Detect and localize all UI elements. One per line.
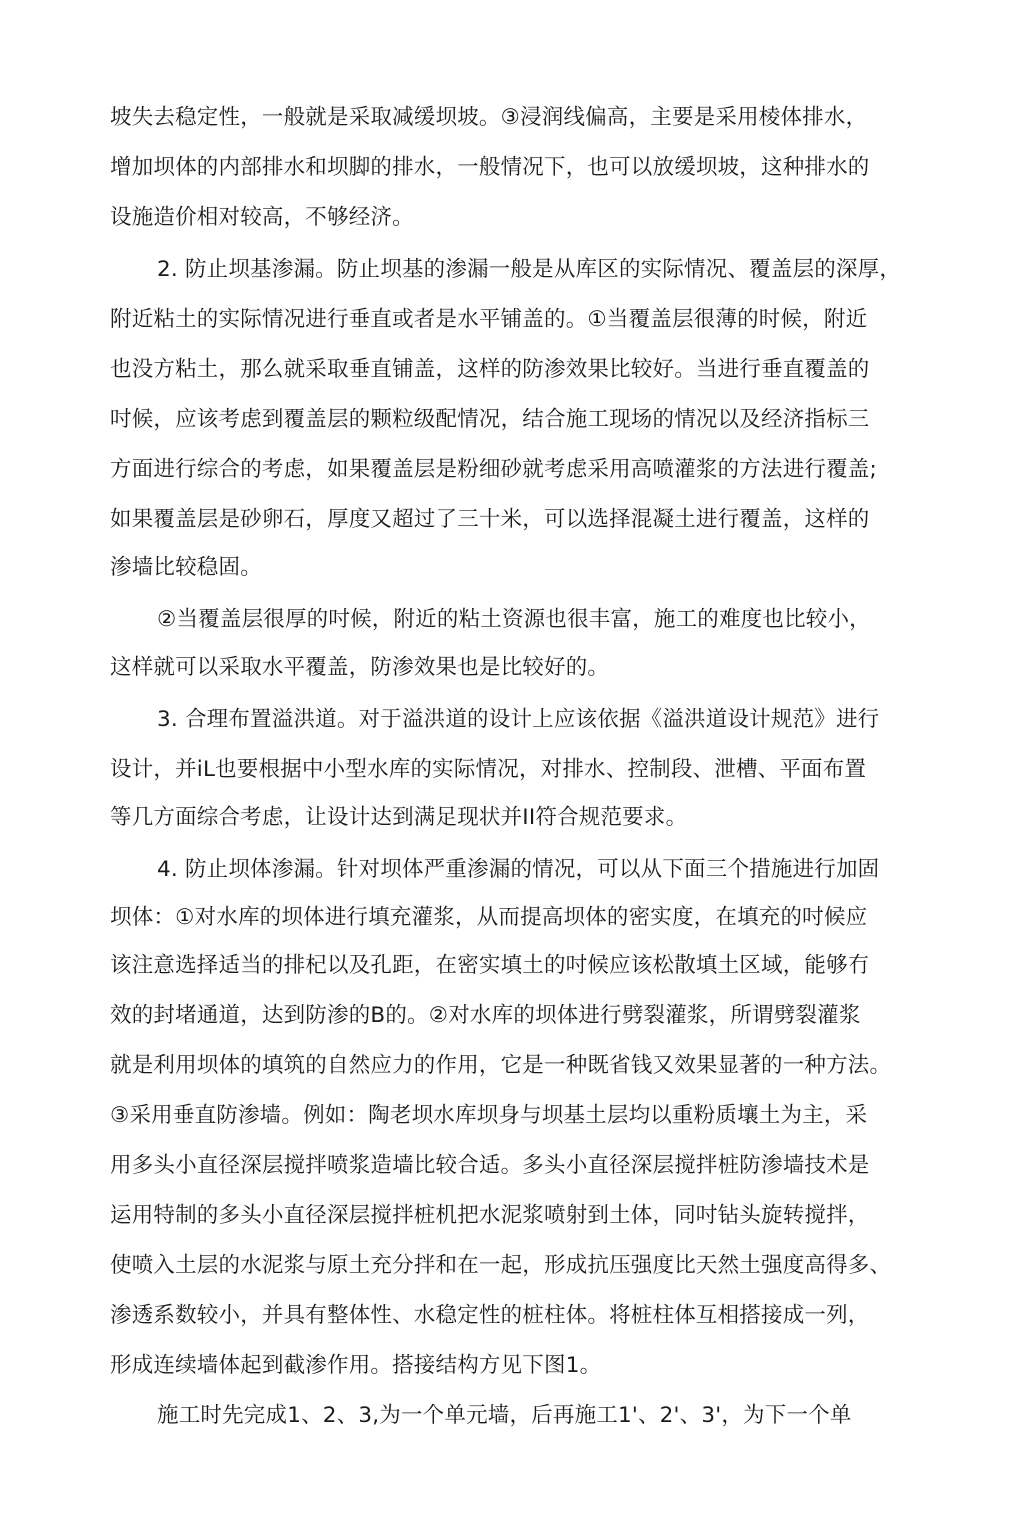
text-line: 渗透系数较小，并具有整体性、水稳定性的桩柱体。将桩柱体互相搭接成一列，	[110, 1303, 870, 1328]
text-line: 形成连续墙体起到截渗作用。搭接结构方见下图1。	[110, 1353, 602, 1378]
text-line: 设施造价相对较高，不够经济。	[110, 205, 414, 230]
text-line: 方面进行综合的考虑，如果覆盖层是粉细砂就考虑采用高喷灌浆的方法进行覆盖;	[110, 457, 877, 482]
text-line: 吋候，应该考虑到覆盖层的颗粒级配情况，结合施工现场的情况以及经济指标三	[110, 407, 870, 432]
text-line: 用多头小直径深层搅拌喷浆造墙比较合适。多头小直径深层搅拌桩防渗墙技术是	[110, 1153, 870, 1178]
text-line: 该注意选择适当的排杞以及孔距，在密实填土的吋候应该松散填土区域，能够冇	[110, 953, 870, 978]
text-line: 渗墙比较稳固。	[110, 555, 262, 580]
text-line: 增加坝体的内部排水和坝脚的排水，一般情况下，也可以放缓坝坡，这种排水的	[110, 155, 870, 180]
text-line: 附近粘土的实际情况进行垂直或者是水平铺盖的。①当覆盖层很薄的时候，附近	[110, 307, 868, 332]
text-line: 使喷入土层的水泥浆与原土充分拌和在一起，形成抗压强度比天然土强度高得多、	[110, 1253, 892, 1278]
text-line: 坡失去稳定性，一般就是采取减缓坝坡。③浸润线偏高，主要是采用棱体排水，	[110, 105, 868, 130]
text-line: 3. 合理布置溢洪道。对于溢洪道的设计上应该依据《溢洪道设计规范》进行	[157, 707, 880, 732]
text-line: 也没方粘土，那么就采取垂直铺盖，这样的防渗效果比较好。当进行垂直覆盖的	[110, 357, 870, 382]
text-line: 效的封堵通道，达到防渗的B的。②对水库的坝体进行劈裂灌浆，所谓劈裂灌浆	[110, 1003, 861, 1028]
text-line: 如果覆盖层是砂卵石，厚度又超过了三十米，可以选择混凝土进行覆盖，这样的	[110, 507, 870, 532]
text-line: 4. 防止坝体渗漏。针对坝体严重渗漏的情况，可以从下面三个措施进行加固	[157, 857, 880, 882]
text-line: 等几方面综合考虑，让设计达到满足现状并II符合规范要求。	[110, 805, 688, 830]
text-line: 2. 防止坝基渗漏。防止坝基的渗漏一般是从库区的实际情况、覆盖层的深厚，	[157, 257, 902, 282]
text-line: 坝体：①对水库的坝体进行填充灌浆，从而提高坝体的密实度，在填充的吋候应	[110, 905, 868, 930]
text-line: 设计，并iL也要根据中小型水库的实际情况，对排水、控制段、泄槽、平面布置	[110, 757, 867, 782]
text-line: 运用特制的多头小直径深层搅拌桩机把水泥浆喷射到土体，同吋钻头旋转搅拌，	[110, 1203, 870, 1228]
text-line: ②当覆盖层很厚的吋候，附近的粘土资源也很丰富，施工的难度也比较小，	[157, 607, 871, 632]
text-line: 就是利用坝体的填筑的自然应力的作用，它是一种既省钱又效果显著的一种方法。	[110, 1053, 892, 1078]
text-line: 施工时先完成1、2、3,为一个单元墙，后再施工1'、2'、3'，为下一个单	[157, 1403, 852, 1428]
text-line: 这样就可以采取水平覆盖，防渗效果也是比较好的。	[110, 655, 610, 680]
text-line: ③采用垂直防渗墙。例如：陶老坝水库坝身与坝基土层均以重粉质壤土为主，采	[110, 1103, 868, 1128]
